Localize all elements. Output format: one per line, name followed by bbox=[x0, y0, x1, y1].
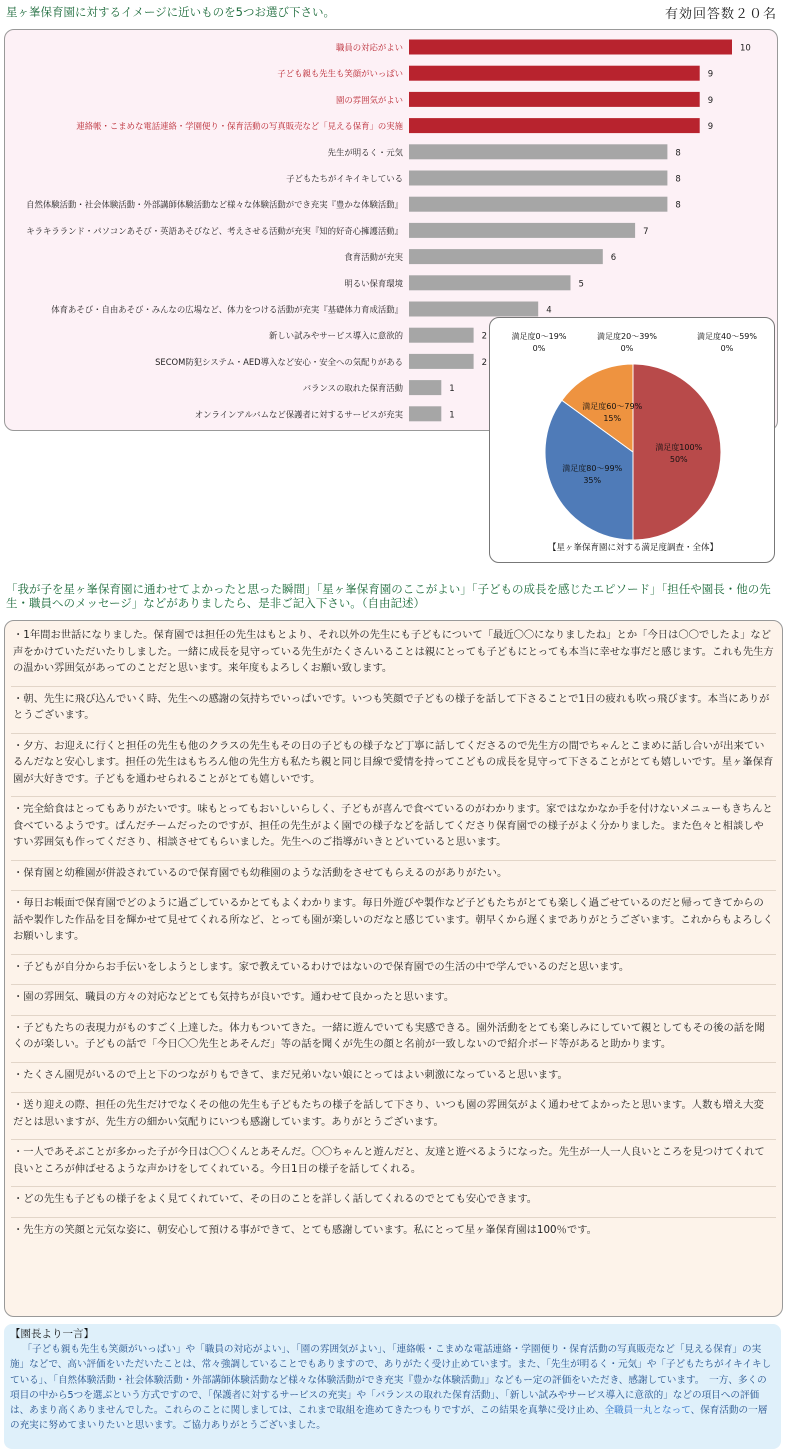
bar-value-label: 8 bbox=[675, 148, 681, 159]
bar-value-label: 6 bbox=[610, 253, 617, 264]
bar-value-label: 8 bbox=[675, 174, 681, 185]
bar bbox=[409, 223, 635, 238]
bar-category-label: 明るい保育環境 bbox=[344, 278, 403, 289]
pie-chart-panel bbox=[489, 317, 775, 563]
comments-prompt: 「我が子を星ヶ峯保育園に通わせてよかったと思った瞬間」「星ヶ峯保育園のここがよい」「子どもの成長を感じたエピソード」「担任や園長・他の先生・職員へのメッセージ」などがありましたら、是非ご記入下さい。（自由記述） bbox=[6, 582, 771, 610]
bar-category-label: 連絡帳・こまめな電話連絡・学園便り・保育活動の写真販売など「見える保育」の実施 bbox=[76, 121, 403, 132]
director-message-text: 「子ども親も先生も笑顔がいっぱい」や「職員の対応がよい」、「園の雰囲気がよい」、「連絡帳・こまめな電話連絡・学園便り・保育活動の写真販売など「見える保育」の実施」などで、高い評価をいただいたことは、常々強調していることでもありますので、ありがたく受け止めています。また、「先生が明るく・元気」や「子どもたちがイキイキしている」、「自然体験活動・社会体験活動・外部講師体験活動など様々な体験活動ができ充実『豊かな体験活動』」などもー定の評価をいただき、感謝しています。 一方、多くの項目の中から5つを選ぶという方式ですので、「保護者に対するサービスの充実」や「バランスの取れた保育活動」、「新しい試みやサービス導入に意欲的」などの項目への評価は、あまり高くありませんでした。これらのことに関しましては、これまで取組を進めてきたつもりですが、この結果を真摯に受け止め、 bbox=[10, 1344, 772, 1417]
pie-slice-label: 満足度60～79% bbox=[582, 402, 643, 412]
pie-slice-label: 満足度80～99% bbox=[562, 463, 623, 473]
pie-slice-value: 35% bbox=[583, 475, 602, 485]
pie-slice-value: 15% bbox=[603, 414, 622, 424]
bar bbox=[409, 118, 700, 133]
director-message-panel bbox=[4, 1324, 781, 1449]
pie-zero-slice-value: 0% bbox=[720, 344, 734, 353]
bar-value-label: 10 bbox=[740, 43, 751, 54]
bar-category-label: オンラインアルバムなど保護者に対するサービスが充実 bbox=[194, 409, 403, 420]
bar bbox=[409, 66, 700, 81]
pie-chart bbox=[490, 318, 774, 562]
bar-category-label: 職員の対応がよい bbox=[336, 42, 403, 53]
pie-slice-value: 50% bbox=[669, 455, 688, 464]
director-message-title: 【園長より一言】 bbox=[10, 1328, 94, 1340]
director-message-closing: 、保育活動の一層の充実に努めてまいりたいと思います。ご協力ありがとうございました。 bbox=[10, 1405, 768, 1432]
bar-category-label: SECOM防犯システム・AED導入など安心・安全への気配りがある bbox=[155, 356, 403, 367]
bar-value-label: 4 bbox=[546, 305, 552, 316]
pie-zero-slice-label: 満足度20～39% bbox=[597, 332, 657, 341]
comment-item: ・子どもが自分からお手伝いをしようとします。家で教えているわけではないので保育園での生活の中で学んでいるのだと思います。 bbox=[11, 955, 776, 986]
bar bbox=[409, 40, 732, 55]
bar-category-label: 子ども親も先生も笑顔がいっぱい bbox=[277, 68, 403, 79]
comment-item: ・送り迎えの際、担任の先生だけでなくその他の先生も子どもたちの様子を話して下さり、いつも園の雰囲気がよく通わせてよかったと思います。人数も増え大変だとは思いますが、先生方の細かい気配りにいつも感謝しています。ありがとうございます。 bbox=[11, 1093, 776, 1140]
bar-category-label: 体育あそび・自由あそび・みんなの広場など、体力をつける活動が充実『基礎体力育成活動』 bbox=[51, 304, 403, 315]
bar bbox=[409, 328, 474, 343]
bar-value-label: 1 bbox=[449, 410, 455, 421]
comment-item: ・たくさん園児がいるので上と下のつながりもできて、まだ兄弟いない娘にとってはよい刺激になっていると思います。 bbox=[11, 1063, 776, 1094]
bar-category-label: バランスの取れた保育活動 bbox=[302, 383, 403, 394]
bar bbox=[409, 92, 700, 107]
comment-item: ・朝、先生に飛び込んでいく時、先生への感謝の気持ちでいっぱいです。いつも笑顔で子どもの様子を話して下さることで1日の疲れも吹っ飛びます。本当にありがとうございます。 bbox=[11, 687, 776, 734]
bar-value-label: 2 bbox=[481, 357, 488, 368]
director-message-highlight: 全職員一丸となって bbox=[604, 1405, 691, 1417]
bar-category-label: 先生が明るく・元気 bbox=[327, 147, 403, 158]
bar-value-label: 9 bbox=[707, 95, 714, 106]
comment-item: ・毎日お帳面で保育園でどのように過ごしているかとてもよくわかります。毎日外遊びや製作など子どもたちがとても楽しく過ごせているのだと帰ってきてからの話や製作した作品を目を輝かせて見せてくれる所など、とっても園が楽しいのだなと感じています。朝早くから遅くまでありがとうございます。これからもよろしくお願いします。 bbox=[11, 891, 776, 955]
bar bbox=[409, 171, 667, 186]
pie-zero-slice-value: 0% bbox=[620, 344, 634, 353]
comment-item: ・完全給食はとってもありがたいです。味もとってもおいしいらしく、子どもが喜んで食べているのがわかります。家ではなかなか手を付けないメニューもきちんと食べているようです。ぱんだチームだったのですが、担任の先生がよく園での様子などを話してくださり保育園での様子がよく分かりました。また色々と相談しやすい雰囲気も作ってくださり、相談させてもらいました。先生へのご指導がいきとどいていると思います。 bbox=[11, 797, 776, 861]
comment-item: ・1年間お世話になりました。保育園では担任の先生はもとより、それ以外の先生にも子どもについて「最近〇〇になりましたね」とか「今日は〇〇でしたよ」など声をかけていただいたりしました。一緒に成長を見守っている先生がたくさんいることは親にとっても子どもにとっても本当に幸せな事だと感じます。これも先生方の温かい雰囲気があってのことだと思います。来年度もよろしくお願い致します。 bbox=[11, 621, 776, 687]
comment-item: ・保育園と幼稚園が併設されているので保育園でも幼稚園のような活動をさせてもらえるのがありがたい。 bbox=[11, 861, 776, 892]
respondent-count: 有効回答数２０名 bbox=[664, 7, 777, 22]
pie-zero-slice-label: 満足度40～59% bbox=[697, 332, 757, 341]
bar-category-label: 新しい試みやサービス導入に意欲的 bbox=[269, 330, 403, 341]
pie-zero-slice-value: 0% bbox=[532, 344, 546, 353]
comment-item: ・子どもたちの表現力がものすごく上達した。体力もついてきた。一緒に遊んでいても実感できる。園外活動をとても楽しみにしていて親としてもその後の話を聞くのが楽しい。子どもの話で「今日〇〇先生とあそんだ」等の話を聞くが先生の顔と名前が一致しないので紹介ボード等があると助かります。 bbox=[11, 1016, 776, 1063]
pie-slice bbox=[633, 364, 721, 540]
comments-panel bbox=[4, 620, 783, 1317]
comment-item: ・先生方の笑顔と元気な姿に、朝安心して預ける事ができて、とても感謝しています。私にとって星ヶ峯保育園は100％です。 bbox=[13, 1223, 597, 1236]
bar-category-label: 自然体験活動・社会体験活動・外部講師体験活動など様々な体験活動ができ充実『豊かな体験活動』 bbox=[26, 199, 403, 210]
bar bbox=[409, 406, 441, 421]
bar-value-label: 2 bbox=[481, 331, 488, 342]
bar bbox=[409, 144, 667, 159]
bar bbox=[409, 380, 441, 395]
comment-item: ・一人であそぶことが多かった子が今日は〇〇くんとあそんだ。〇〇ちゃんと遊んだと、友達と遊べるようになった。先生が一人一人良いところを見つけてくれて良いところが伸ばせるような声かけをしてくれている。今日1日の様子を話してくれる。 bbox=[11, 1140, 776, 1187]
bar-category-label: 食育活動が充実 bbox=[344, 252, 403, 263]
bar-value-label: 8 bbox=[675, 200, 681, 211]
bar-value-label: 1 bbox=[449, 384, 455, 395]
bar bbox=[409, 302, 538, 317]
bar bbox=[409, 275, 571, 290]
bar bbox=[409, 354, 474, 369]
bar bbox=[409, 249, 603, 264]
bar-category-label: キラキラランド・パソコンあそび・英語あそびなど、考えさせる活動が充実『知的好奇心擁護活動』 bbox=[26, 225, 403, 236]
pie-zero-slice-label: 満足度0～19% bbox=[511, 332, 567, 341]
director-message-body bbox=[10, 1342, 775, 1434]
pie-slice-label: 満足度100% bbox=[655, 443, 703, 452]
comment-item: ・どの先生も子どもの様子をよく見てくれていて、その日のことを詳しく話してくれるのでとても安心できます。 bbox=[11, 1187, 776, 1218]
bar-category-label: 子どもたちがイキイキしている bbox=[286, 173, 403, 184]
bar-category-label: 園の雰囲気がよい bbox=[336, 94, 403, 105]
survey-question: 星ヶ峯保育園に対するイメージに近いものを5つお選び下さい。 bbox=[6, 5, 335, 19]
comment-item: ・夕方、お迎えに行くと担任の先生も他のクラスの先生もその日の子どもの様子など丁寧に話してくださるので先生方の間でちゃんとこまめに話し合いが出来ているんだなと安心します。担任の先生はもちろん他の先生方も私たち親と同じ目線で愛情を持ってこどもの成長を見守って下さることがとても嬉しいです。星ヶ峯保育園が大好きです。子どもを通わせられることがとても嬉しいです。 bbox=[11, 734, 776, 798]
pie-chart-title: 【星ヶ峯保育園に対する満足度調査・全体】 bbox=[547, 543, 719, 553]
bar-value-label: 5 bbox=[578, 279, 584, 290]
bar bbox=[409, 197, 667, 212]
bar-value-label: 7 bbox=[643, 226, 649, 237]
bar-value-label: 9 bbox=[707, 69, 714, 80]
comment-item: ・園の雰囲気、職員の方々の対応などとても気持ちが良いです。通わせて良かったと思います。 bbox=[11, 985, 776, 1016]
bar-value-label: 9 bbox=[707, 122, 714, 133]
